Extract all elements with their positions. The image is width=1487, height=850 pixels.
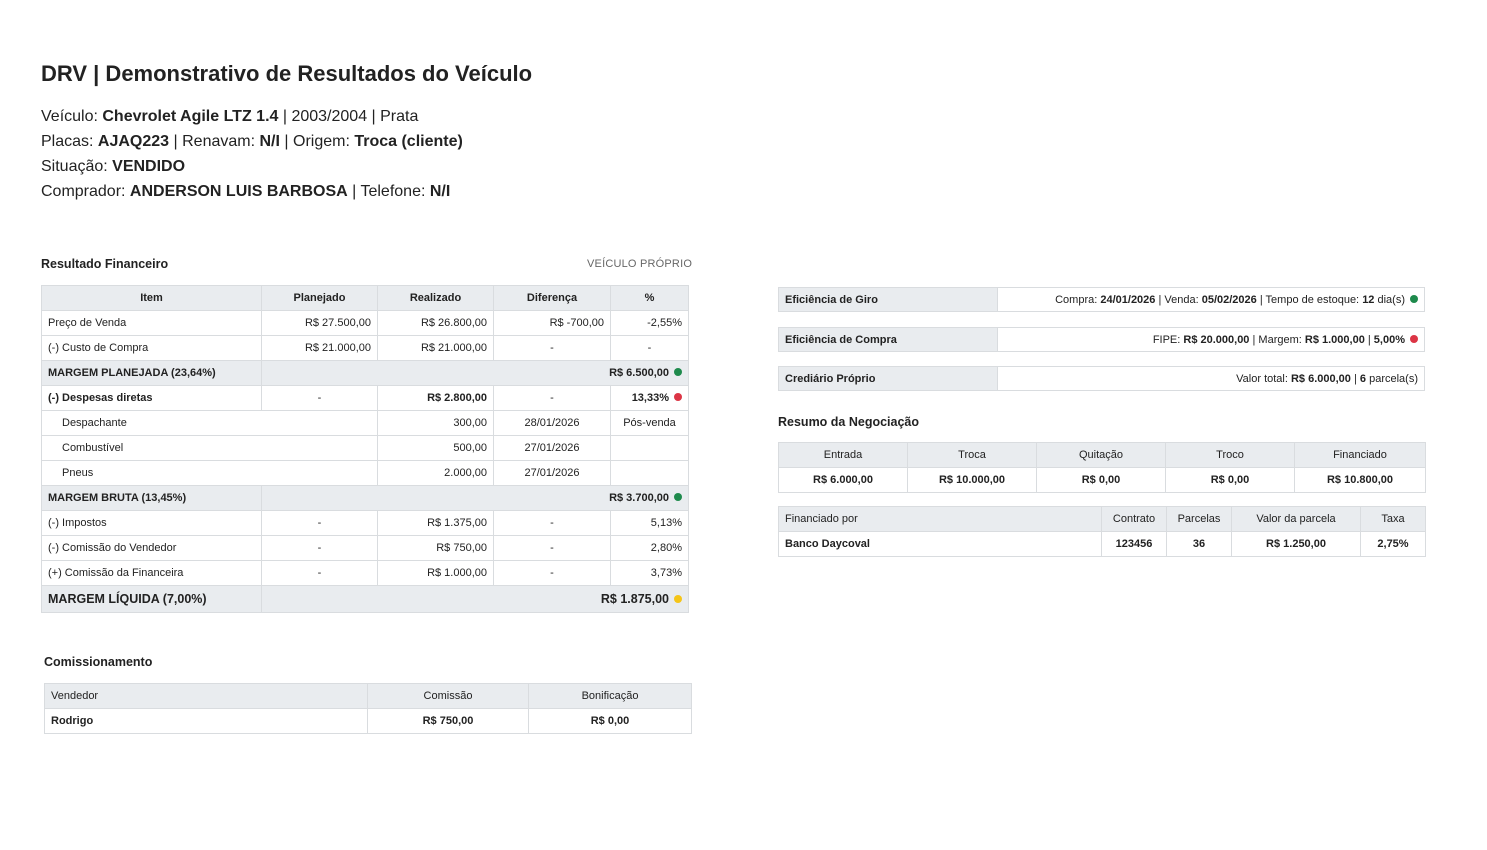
row-label: (-) Comissão do Vendedor <box>42 536 262 561</box>
installments-suffix: parcela(s) <box>1366 372 1418 385</box>
margin-percent: 5,00% <box>1373 333 1405 346</box>
difference-value: - <box>494 386 611 411</box>
status-value: VENDIDO <box>112 158 186 175</box>
realized-value: R$ 2.800,00 <box>378 386 494 411</box>
col-difference: Diferença <box>494 286 611 311</box>
own-credit-label: Crediário Próprio <box>779 367 998 391</box>
status-label: Situação: <box>41 158 113 175</box>
vehicle-line <box>41 108 418 126</box>
commission-table <box>44 683 692 734</box>
expense-row <box>42 436 689 461</box>
sale-date-label: | Venda: <box>1155 293 1202 306</box>
percent-value: 2,80% <box>611 536 689 561</box>
realized-value: R$ 1.375,00 <box>378 511 494 536</box>
turnover-efficiency-label: Eficiência de Giro <box>779 288 998 312</box>
planned-value: - <box>262 536 378 561</box>
percent-value: -2,55% <box>611 311 689 336</box>
financial-section-title: Resultado Financeiro <box>41 257 169 271</box>
table-row <box>42 311 689 336</box>
negotiation-header-row <box>779 443 1426 468</box>
percent-value: - <box>611 336 689 361</box>
buyer-line <box>41 183 450 201</box>
realized-value: R$ 750,00 <box>378 536 494 561</box>
col-down-payment: Entrada <box>779 443 908 468</box>
gross-margin-value: R$ 3.700,00 <box>609 492 669 504</box>
planned-margin-label: MARGEM PLANEJADA (23,64%) <box>42 361 262 386</box>
expense-note: Pós-venda <box>611 411 689 436</box>
rate-value: 2,75% <box>1361 532 1426 557</box>
row-label: (+) Comissão da Financeira <box>42 561 262 586</box>
page-title: DRV | Demonstrativo de Resultados do Veículo <box>41 61 533 86</box>
financing-table <box>778 506 1426 557</box>
planned-margin-row <box>42 361 689 386</box>
seller-name: Rodrigo <box>45 709 368 734</box>
own-credit-value <box>998 367 1425 391</box>
status-line <box>41 158 185 176</box>
table-row <box>779 468 1426 493</box>
expense-label: Pneus <box>42 461 378 486</box>
table-row <box>42 511 689 536</box>
financing-header-row <box>779 507 1426 532</box>
sale-date: 05/02/2026 <box>1201 293 1257 306</box>
origin-value: Troca (cliente) <box>354 133 463 150</box>
turnover-efficiency-value <box>998 288 1425 312</box>
table-row <box>779 288 1425 312</box>
commission-value: R$ 750,00 <box>368 709 529 734</box>
net-margin-label: MARGEM LÍQUIDA (7,00%) <box>42 586 262 613</box>
expense-note <box>611 436 689 461</box>
col-planned: Planejado <box>262 286 378 311</box>
separator: | <box>1364 333 1374 346</box>
col-payoff: Quitação <box>1037 443 1166 468</box>
difference-value: - <box>494 511 611 536</box>
status-dot-green-icon <box>1410 295 1418 303</box>
origin-label: | Origem: <box>279 133 355 150</box>
col-trade-in: Troca <box>908 443 1037 468</box>
col-installment-value: Valor da parcela <box>1232 507 1361 532</box>
buyer-value: ANDERSON LUIS BARBOSA <box>129 183 348 200</box>
stock-days-suffix: dia(s) <box>1374 293 1405 306</box>
purchase-efficiency-value <box>998 328 1425 352</box>
difference-value: - <box>494 561 611 586</box>
row-label: (-) Impostos <box>42 511 262 536</box>
realized-value: R$ 26.800,00 <box>378 311 494 336</box>
expense-date: 28/01/2026 <box>494 411 611 436</box>
planned-value: - <box>262 561 378 586</box>
total-label: Valor total: <box>1236 372 1291 385</box>
realized-value: R$ 21.000,00 <box>378 336 494 361</box>
phone-value: N/I <box>429 183 451 200</box>
plates-value: AJAQ223 <box>97 133 170 150</box>
direct-expenses-row <box>42 386 689 411</box>
difference-value: R$ -700,00 <box>494 311 611 336</box>
bank-name: Banco Daycoval <box>779 532 1102 557</box>
difference-value: - <box>494 536 611 561</box>
planned-value: - <box>262 386 378 411</box>
expense-row <box>42 411 689 436</box>
stock-time-label: | Tempo de estoque: <box>1256 293 1363 306</box>
financed-value: R$ 10.800,00 <box>1295 468 1426 493</box>
col-financed-by: Financiado por <box>779 507 1102 532</box>
financial-header-row <box>42 286 689 311</box>
expense-note <box>611 461 689 486</box>
planned-margin-value: R$ 6.500,00 <box>609 367 669 379</box>
payoff-value: R$ 0,00 <box>1037 468 1166 493</box>
percent-value: 13,33% <box>631 392 669 404</box>
status-dot-red-icon <box>1410 335 1418 343</box>
table-row <box>42 336 689 361</box>
status-dot-green-icon <box>674 493 682 501</box>
contract-number: 123456 <box>1102 532 1167 557</box>
stock-days: 12 <box>1362 293 1375 306</box>
fipe-value: R$ 20.000,00 <box>1183 333 1250 346</box>
purchase-date-label: Compra: <box>1055 293 1101 306</box>
realized-value: R$ 1.000,00 <box>378 561 494 586</box>
status-dot-red-icon <box>674 393 682 401</box>
negotiation-section-title: Resumo da Negociação <box>778 415 920 429</box>
planned-margin-cell <box>262 361 689 386</box>
installments-number: 36 <box>1167 532 1232 557</box>
purchase-date: 24/01/2026 <box>1100 293 1156 306</box>
difference-value: - <box>494 336 611 361</box>
separator: | <box>1350 372 1360 385</box>
purchase-efficiency-table <box>778 327 1425 352</box>
col-realized: Realizado <box>378 286 494 311</box>
fipe-label: FIPE: <box>1152 333 1184 346</box>
table-row <box>779 532 1426 557</box>
percent-value: 5,13% <box>611 511 689 536</box>
planned-value: R$ 27.500,00 <box>262 311 378 336</box>
purchase-efficiency-label: Eficiência de Compra <box>779 328 998 352</box>
table-row <box>45 709 692 734</box>
expense-label: Despachante <box>42 411 378 436</box>
negotiation-table <box>778 442 1426 493</box>
financial-table <box>41 285 689 613</box>
col-financed: Financiado <box>1295 443 1426 468</box>
row-label: (-) Despesas diretas <box>42 386 262 411</box>
percent-value: 3,73% <box>611 561 689 586</box>
trade-in-value: R$ 10.000,00 <box>908 468 1037 493</box>
renavam-label: | Renavam: <box>169 133 260 150</box>
status-dot-yellow-icon <box>674 595 682 603</box>
col-seller: Vendedor <box>45 684 368 709</box>
col-rate: Taxa <box>1361 507 1426 532</box>
gross-margin-label: MARGEM BRUTA (13,45%) <box>42 486 262 511</box>
expense-label: Combustível <box>42 436 378 461</box>
col-percent: % <box>611 286 689 311</box>
col-bonus: Bonificação <box>529 684 692 709</box>
col-installments: Parcelas <box>1167 507 1232 532</box>
turnover-efficiency-table <box>778 287 1425 312</box>
row-label: (-) Custo de Compra <box>42 336 262 361</box>
net-margin-value: R$ 1.875,00 <box>600 592 669 606</box>
expense-value: 300,00 <box>378 411 494 436</box>
expense-row <box>42 461 689 486</box>
installments-count: 6 <box>1359 372 1367 385</box>
down-payment-value: R$ 6.000,00 <box>779 468 908 493</box>
percent-cell <box>611 386 689 411</box>
col-commission: Comissão <box>368 684 529 709</box>
margin-label: | Margem: <box>1249 333 1305 346</box>
net-margin-cell <box>262 586 689 613</box>
planned-value: - <box>262 511 378 536</box>
table-row <box>779 328 1425 352</box>
buyer-label: Comprador: <box>41 183 130 200</box>
phone-label: | Telefone: <box>347 183 430 200</box>
row-label: Preço de Venda <box>42 311 262 336</box>
total-value: R$ 6.000,00 <box>1290 372 1351 385</box>
ownership-tag: VEÍCULO PRÓPRIO <box>587 258 693 270</box>
change-value: R$ 0,00 <box>1166 468 1295 493</box>
expense-value: 500,00 <box>378 436 494 461</box>
table-row <box>42 536 689 561</box>
col-change: Troco <box>1166 443 1295 468</box>
table-row <box>42 561 689 586</box>
col-contract: Contrato <box>1102 507 1167 532</box>
plates-line <box>41 133 463 151</box>
own-credit-table <box>778 366 1425 391</box>
installment-value: R$ 1.250,00 <box>1232 532 1361 557</box>
vehicle-model: Chevrolet Agile LTZ 1.4 <box>102 108 279 125</box>
gross-margin-cell <box>262 486 689 511</box>
vehicle-label: Veículo: <box>41 108 103 125</box>
expense-date: 27/01/2026 <box>494 461 611 486</box>
commission-section-title: Comissionamento <box>44 655 153 669</box>
status-dot-green-icon <box>674 368 682 376</box>
col-item: Item <box>42 286 262 311</box>
gross-margin-row <box>42 486 689 511</box>
expense-date: 27/01/2026 <box>494 436 611 461</box>
table-row <box>779 367 1425 391</box>
margin-value: R$ 1.000,00 <box>1304 333 1365 346</box>
commission-header-row <box>45 684 692 709</box>
bonus-value: R$ 0,00 <box>529 709 692 734</box>
plates-label: Placas: <box>41 133 98 150</box>
planned-value: R$ 21.000,00 <box>262 336 378 361</box>
renavam-value: N/I <box>259 133 280 150</box>
vehicle-year-color: | 2003/2004 | Prata <box>278 108 419 125</box>
net-margin-row <box>42 586 689 613</box>
expense-value: 2.000,00 <box>378 461 494 486</box>
